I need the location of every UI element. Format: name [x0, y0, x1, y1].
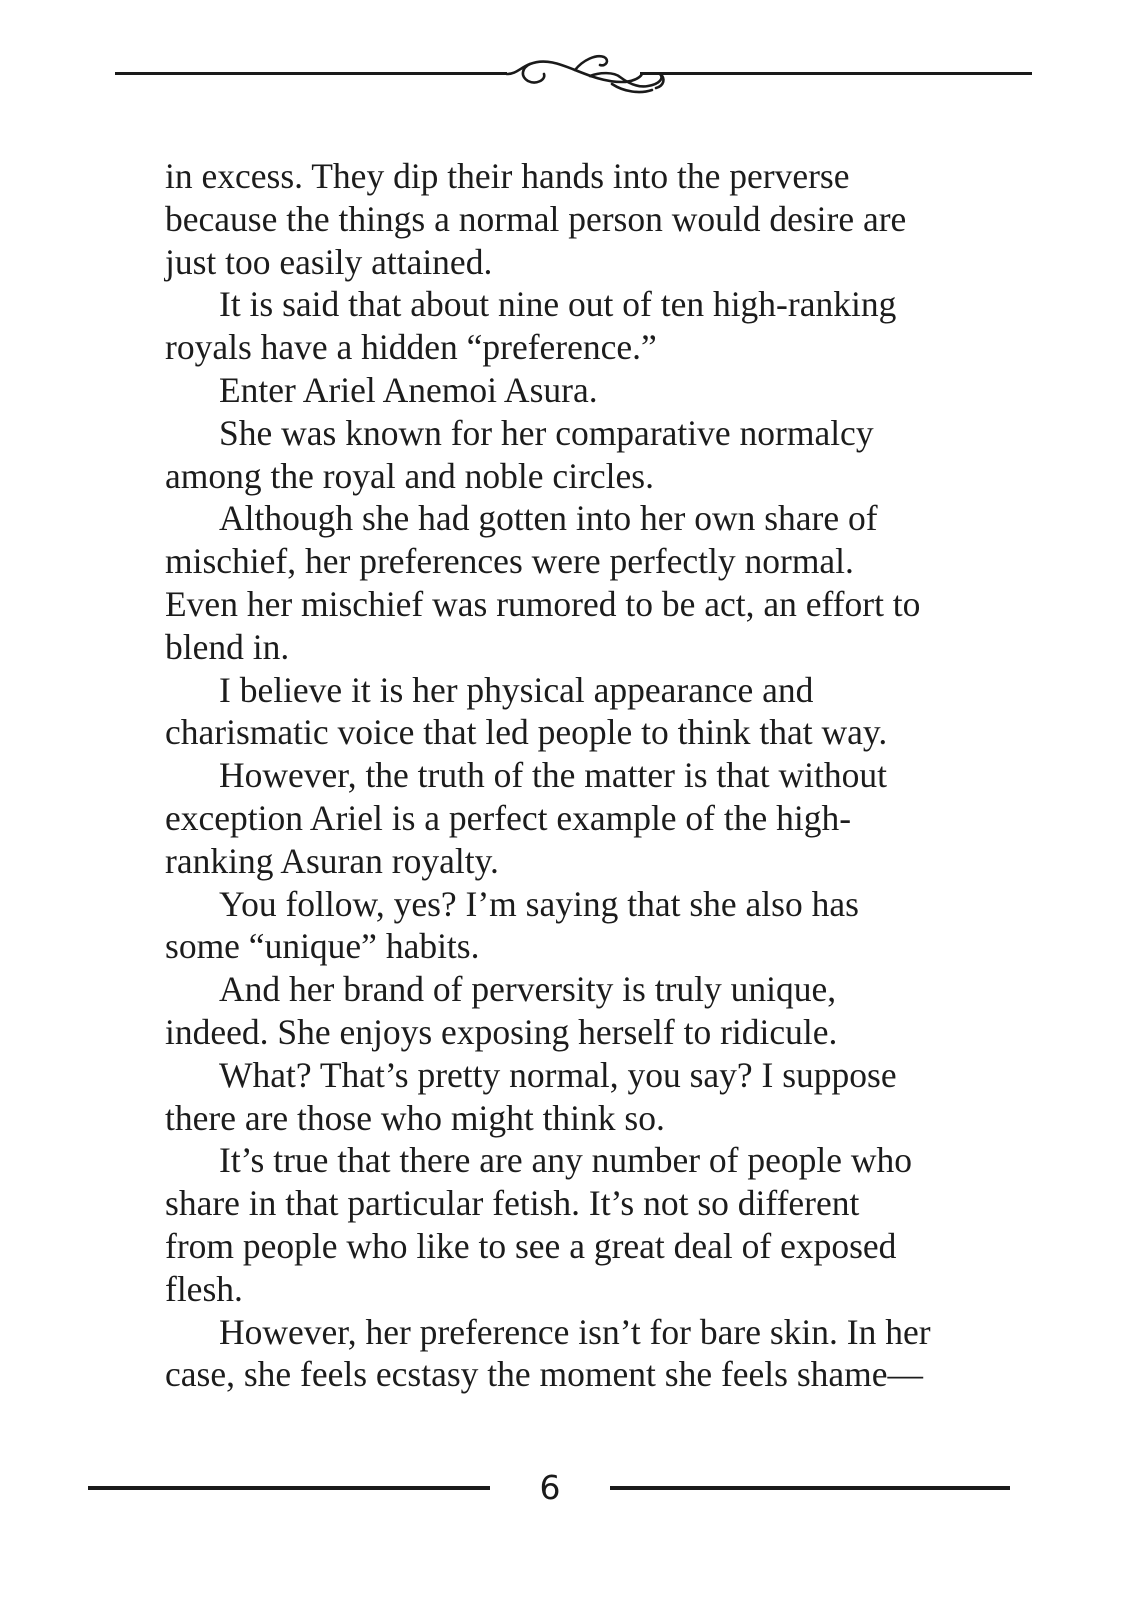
text-line: some “unique” habits. [165, 926, 480, 967]
text-line: because the things a normal person would desire are [165, 198, 907, 239]
header-rule-left [115, 72, 507, 75]
text-line: What? That’s pretty normal, you say? I suppose [219, 1054, 897, 1095]
header-rule-right [640, 72, 1032, 75]
text-line: However, her preference isn’t for bare skin. In her [219, 1311, 931, 1352]
text-line: case, she feels ecstasy the moment she feels shame— [165, 1354, 924, 1395]
text-line: Even her mischief was rumored to be act, an effort to [165, 583, 921, 624]
page-footer [0, 1465, 1122, 1515]
body-text [165, 155, 965, 1396]
text-line: royals have a hidden “preference.” [165, 327, 657, 368]
text-line: It is said that about nine out of ten high-ranking [219, 284, 897, 325]
text-line: Although she had gotten into her own share of [219, 498, 878, 539]
text-line: She was known for her comparative normalcy [219, 412, 874, 453]
text-line: However, the truth of the matter is that without [219, 755, 887, 796]
text-line: share in that particular fetish. It’s not so different [165, 1183, 860, 1224]
text-line: Enter Ariel Anemoi Asura. [219, 369, 598, 410]
text-line: there are those who might think so. [165, 1097, 665, 1138]
text-line: And her brand of perversity is truly unique, [219, 969, 837, 1010]
text-line: flesh. [165, 1268, 243, 1309]
text-line: ranking Asuran royalty. [165, 840, 499, 881]
text-line: in excess. They dip their hands into the perverse [165, 156, 850, 196]
text-line: from people who like to see a great deal of exposed [165, 1225, 897, 1266]
flourish-ornament-icon [0, 48, 1122, 108]
text-line: indeed. She enjoys exposing herself to ridicule. [165, 1011, 838, 1052]
footer-rule-left [88, 1486, 490, 1490]
page-header-ornament [0, 48, 1122, 108]
text-line: You follow, yes? I’m saying that she also has [219, 883, 859, 924]
text-line: just too easily attained. [165, 241, 493, 282]
text-line: exception Ariel is a perfect example of the high- [165, 797, 852, 838]
text-line: It’s true that there are any number of people who [219, 1140, 912, 1181]
text-line: charismatic voice that led people to think that way. [165, 712, 888, 753]
text-line: blend in. [165, 626, 290, 667]
footer-rule-right [610, 1486, 1010, 1490]
text-line: among the royal and noble circles. [165, 455, 654, 496]
text-line: mischief, her preferences were perfectly normal. [165, 541, 854, 582]
text-line: I believe it is her physical appearance and [219, 669, 814, 710]
page-number: 6 [539, 1468, 561, 1507]
